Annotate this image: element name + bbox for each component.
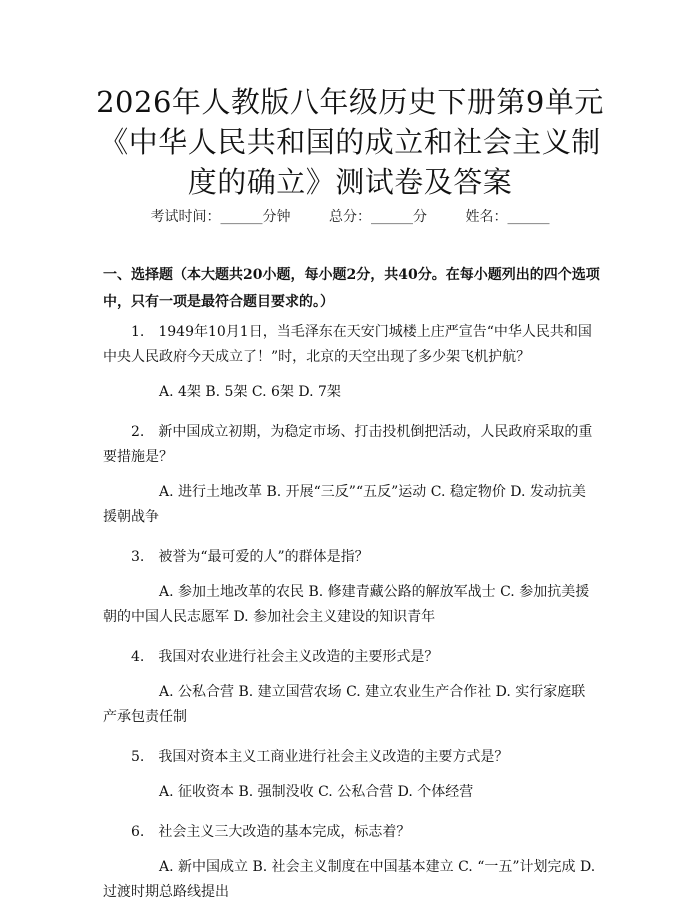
question-options: A. 征收资本 B. 强制没收 C. 公私合营 D. 个体经营: [159, 784, 474, 800]
question-number: 4.: [131, 649, 145, 665]
question-stem: [103, 645, 599, 670]
exam-info-line: [0, 206, 700, 226]
question-number: 6.: [131, 824, 145, 840]
question-list: [103, 320, 599, 920]
question-item: [103, 745, 599, 805]
question-options: A. 进行土地改革 B. 开展“三反”“五反”运动 C. 稳定物价 D. 发动抗美援朝战争: [103, 484, 586, 525]
question-stem: [103, 320, 599, 370]
question-text: 我国对资本主义工商业进行社会主义改造的主要方式是？: [158, 749, 509, 765]
question-number: 5.: [131, 749, 145, 765]
question-stem: [103, 545, 599, 570]
document-title: 2026年人教版八年级历史下册第9单元《中华人民共和国的成立和社会主义制度的确立》测试卷及答案: [96, 85, 604, 199]
question-number: 1.: [131, 324, 145, 340]
question-options: A. 4架 B. 5架 C. 6架 D. 7架: [159, 384, 341, 400]
question-text: 被誉为“最可爱的人”的群体是指？: [158, 549, 369, 565]
section-heading: 一、选择题（本大题共20小题，每小题2分，共40分。在每小题列出的四个选项中，只有一项是最符合题目要求的。）: [103, 267, 600, 310]
question-item: [103, 420, 599, 530]
question-item: [103, 820, 599, 905]
question-options: A. 公私合营 B. 建立国营农场 C. 建立农业生产合作社 D. 实行家庭联产承包责任制: [103, 684, 586, 725]
question-text: 新中国成立初期，为稳定市场、打击投机倒把活动，人民政府采取的重要措施是？: [103, 424, 593, 465]
question-number: 3.: [131, 549, 145, 565]
question-text: 1949年10月1日，当毛泽东在天安门城楼上庄严宣告“中华人民共和国中央人民政府今天成立了！”时，北京的天空出现了多少架飞机护航？: [103, 324, 592, 365]
exam-time-field: 考试时间：______分钟: [150, 209, 291, 225]
question-options: A. 参加土地改革的农民 B. 修建青藏公路的解放军战士 C. 参加抗美援朝的中国人民志愿军 D. 参加社会主义建设的知识青年: [103, 584, 590, 625]
question-stem: [103, 745, 599, 770]
student-name-field: 姓名：______: [465, 209, 550, 225]
question-stem: [103, 820, 599, 845]
question-options: A. 新中国成立 B. 社会主义制度在中国基本建立 C. “一五”计划完成 D. 过渡时期总路线提出: [103, 859, 596, 900]
question-text: 社会主义三大改造的基本完成，标志着？: [158, 824, 411, 840]
question-item: [103, 645, 599, 730]
question-item: [103, 320, 599, 405]
total-score-field: 总分：______分: [329, 209, 427, 225]
question-text: 我国对农业进行社会主义改造的主要形式是？: [158, 649, 439, 665]
question-stem: [103, 420, 599, 470]
question-item: [103, 545, 599, 630]
question-number: 2.: [131, 424, 145, 440]
